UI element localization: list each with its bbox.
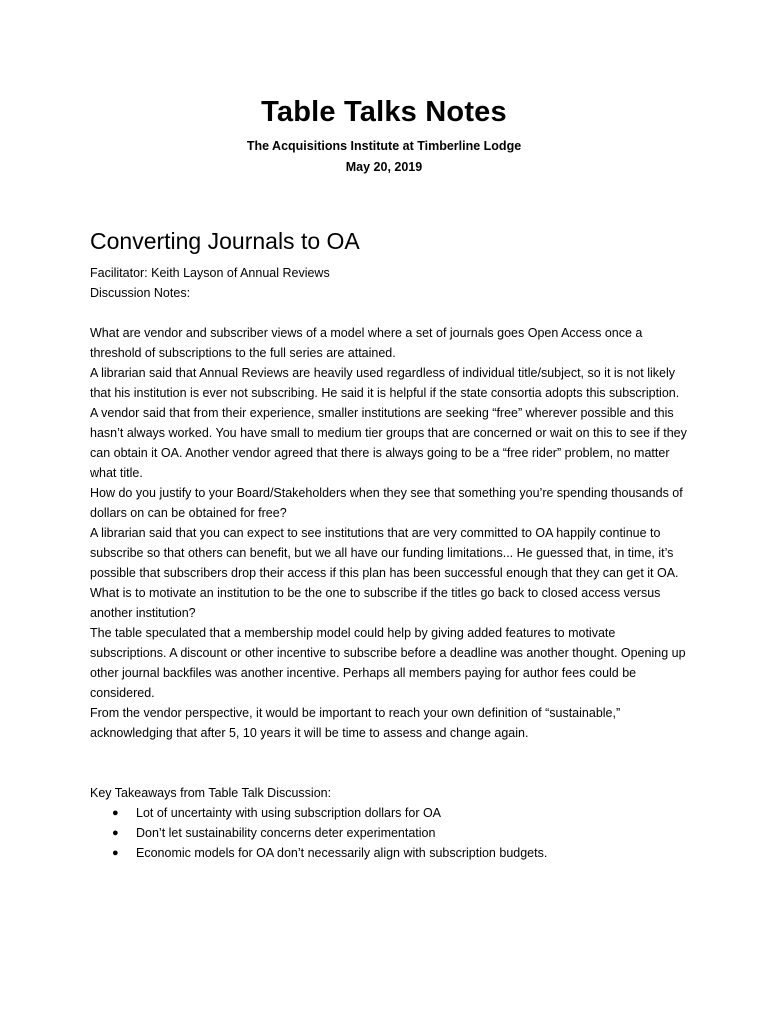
note-paragraph: A vendor said that from their experience, smaller institutions are seeking “free” wherever possible and this hasn’t always worked. You have small to medium tier groups that are concerned or wait on this to see if they can obtain it OA. Another vendor agreed that there is always going to be a “free rider” problem, no matter what title. (90, 406, 687, 480)
takeaway-text: Don’t let sustainability concerns deter experimentation (136, 826, 436, 840)
note-paragraph: A librarian said that Annual Reviews are heavily used regardless of individual title/subject, so it is not likely that his institution is ever not subscribing. He said it is helpful if the state consortia adopts this subscription. (90, 366, 680, 400)
note-paragraph: What are vendor and subscriber views of a model where a set of journals goes Open Access once a threshold of subscriptions to the full series are attained. (90, 326, 643, 360)
bullet-icon: ● (112, 827, 119, 839)
bullet-icon: ● (112, 807, 119, 819)
document-title: Table Talks Notes (261, 96, 507, 128)
document-subtitle-event: The Acquisitions Institute at Timberline Lodge (246, 139, 522, 153)
document-subtitle-date: May 20, 2019 (345, 160, 423, 174)
list-item (90, 803, 690, 823)
section-heading: Converting Journals to OA (90, 228, 360, 254)
note-paragraph: How do you justify to your Board/Stakeholders when they see that something you’re spending thousands of dollars on can be obtained for free? (90, 486, 683, 520)
discussion-notes-label: Discussion Notes: (90, 286, 191, 300)
note-paragraph: A librarian said that you can expect to see institutions that are very committed to OA happily continue to subscribe so that others can benefit, but we all have our funding limitations... He guessed that, in time, it’s possible that subscribers drop their access if this plan has been successful enough that they can get it OA. What is to motivate an institution to be the one to subscribe if the titles go back to closed access versus another institution? (90, 526, 679, 620)
list-item (90, 823, 690, 843)
facilitator-line: Facilitator: Keith Layson of Annual Reviews (90, 266, 330, 280)
takeaway-text: Economic models for OA don’t necessarily align with subscription budgets. (136, 846, 548, 860)
note-paragraph: From the vendor perspective, it would be important to reach your own definition of “sustainable,” acknowledging that after 5, 10 years it will be time to assess and change again. (90, 706, 621, 740)
note-paragraph: The table speculated that a membership model could help by giving added features to motivate subscriptions. A discount or other incentive to subscribe before a deadline was another thought. Opening up other journal backfiles was another incentive. Perhaps all members paying for author fees could be considered. (90, 626, 686, 700)
section-meta (90, 263, 690, 303)
discussion-notes (90, 323, 690, 743)
takeaways-list (90, 803, 690, 863)
takeaway-text: Lot of uncertainty with using subscription dollars for OA (136, 806, 442, 820)
bullet-icon: ● (112, 847, 119, 859)
takeaways-heading: Key Takeaways from Table Talk Discussion: (90, 786, 332, 800)
list-item (90, 843, 690, 863)
